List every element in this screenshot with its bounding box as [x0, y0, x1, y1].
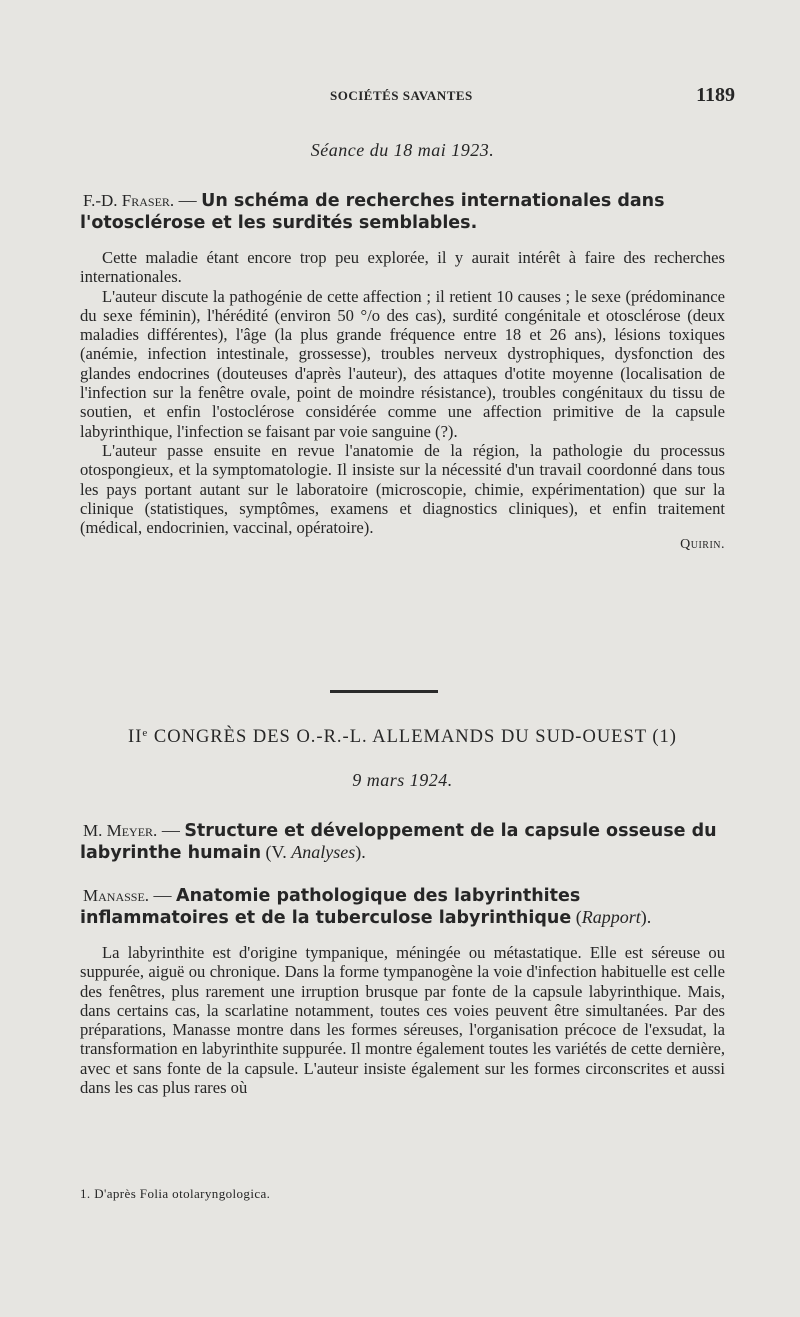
reference-open: (: [571, 907, 582, 927]
section-divider: [330, 690, 438, 693]
heading-dash: —: [174, 190, 202, 210]
author-name: M. Meyer.: [83, 821, 158, 840]
heading-dash: —: [157, 820, 185, 840]
section1-body: [80, 248, 725, 553]
session-date-2: 9 mars 1924.: [352, 770, 453, 790]
paragraph: Cette maladie étant encore trop peu explorée, il y aurait intérêt à faire des recherches internationales.: [80, 248, 725, 287]
reference-close: ).: [640, 907, 652, 927]
communication-title: Un schéma de recherches internationales dans l'otosclérose et les surdités semblables.: [80, 191, 665, 233]
congress-heading: [80, 727, 725, 748]
page-number: 1189: [696, 84, 735, 106]
reference-close: ).: [355, 842, 366, 862]
congress-ordinal: II: [128, 727, 143, 747]
running-head: SOCIÉTÉS SAVANTES: [330, 88, 473, 103]
author-name: Manasse.: [83, 886, 150, 905]
paragraph: L'auteur discute la pathogénie de cette affection ; il retient 10 causes ; le sexe (prédominance du sexe féminin), l'hérédité (environ 50 °/o des cas), surdité congénitale et otosclérose (deux maladies différentes), l'âge (la plus grande fréquence entre 18 et 26 ans), lésions toxiques (anémie, infection intestinale, grossesse), troubles nerveux dystrophiques, dysfonction des glandes endocrines (douteuses d'après l'auteur), des attaques d'otite moyenne (localisation de l'infection sur la fenêtre ovale, point de moindre résistance), troubles congénitaux du tissu de soutien, et enfin l'ostoclérose considérée comme une affection primitive de la capsule labyrinthique, l'infection se faisant par voie sanguine (?).: [80, 286, 725, 441]
congress-ordinal-sup: e: [142, 727, 149, 739]
heading-dash: —: [149, 885, 177, 905]
communication-title: Structure et développement de la capsule osseuse du labyrinthe humain: [80, 821, 717, 863]
paragraph: L'auteur passe ensuite en revue l'anatomie de la région, la pathologie du processus otospongieux, et la symptomatologie. Il insiste sur la nécessité d'un travail coordonné dans tous les pays portant autant sur le laboratoire (microscopie, chimie, expérimentation) que sur la clinique (statistiques, symptômes, examens et diagnostics cliniques), et enfin traitement (médical, endocrinien, vaccinal, opératoire).: [80, 440, 725, 538]
session-date: Séance du 18 mai 1923.: [310, 140, 495, 160]
communication-heading: [80, 885, 725, 929]
author-name: F.-D. Fraser.: [83, 191, 175, 210]
communication-title: Anatomie pathologique des labyrinthites inflammatoires et de la tuberculose labyrinthique: [80, 886, 581, 928]
signature: Quirin.: [680, 537, 725, 553]
paragraph: La labyrinthite est d'origine tympanique, méningée ou métastatique. Elle est séreuse ou suppurée, aiguë ou chronique. Dans la forme tympanogène la voie d'infection habituelle est celle des fenêtres, plus rarement une irruption brusque par fonte de la capsule labyrinthique. Mais, dans certains cas, la scarlatine notamment, toutes ces voies peuvent être simultanées. Par des préparations, Manasse montre dans les formes séreuses, l'organisation précoce de l'exsudat, la transformation en labyrinthite suppurée. Il montre également toutes les variétés de cette dernière, avec et sans fonte de la capsule. L'auteur insiste également sur les formes circonscrites et aussi dans les cas plus rares où: [80, 943, 725, 1098]
congress-title: CONGRÈS DES O.-R.-L. ALLEMANDS DU SUD-OUEST (1): [148, 727, 677, 747]
communication-heading: [80, 190, 725, 234]
page-header: [80, 84, 735, 108]
reference-open: (V.: [261, 842, 292, 862]
reference-label: Rapport: [581, 907, 641, 927]
footnote: 1. D'après Folia otolaryngologica.: [80, 1186, 271, 1201]
reference-label: Analyses: [291, 842, 356, 862]
communication-heading: [80, 820, 725, 864]
